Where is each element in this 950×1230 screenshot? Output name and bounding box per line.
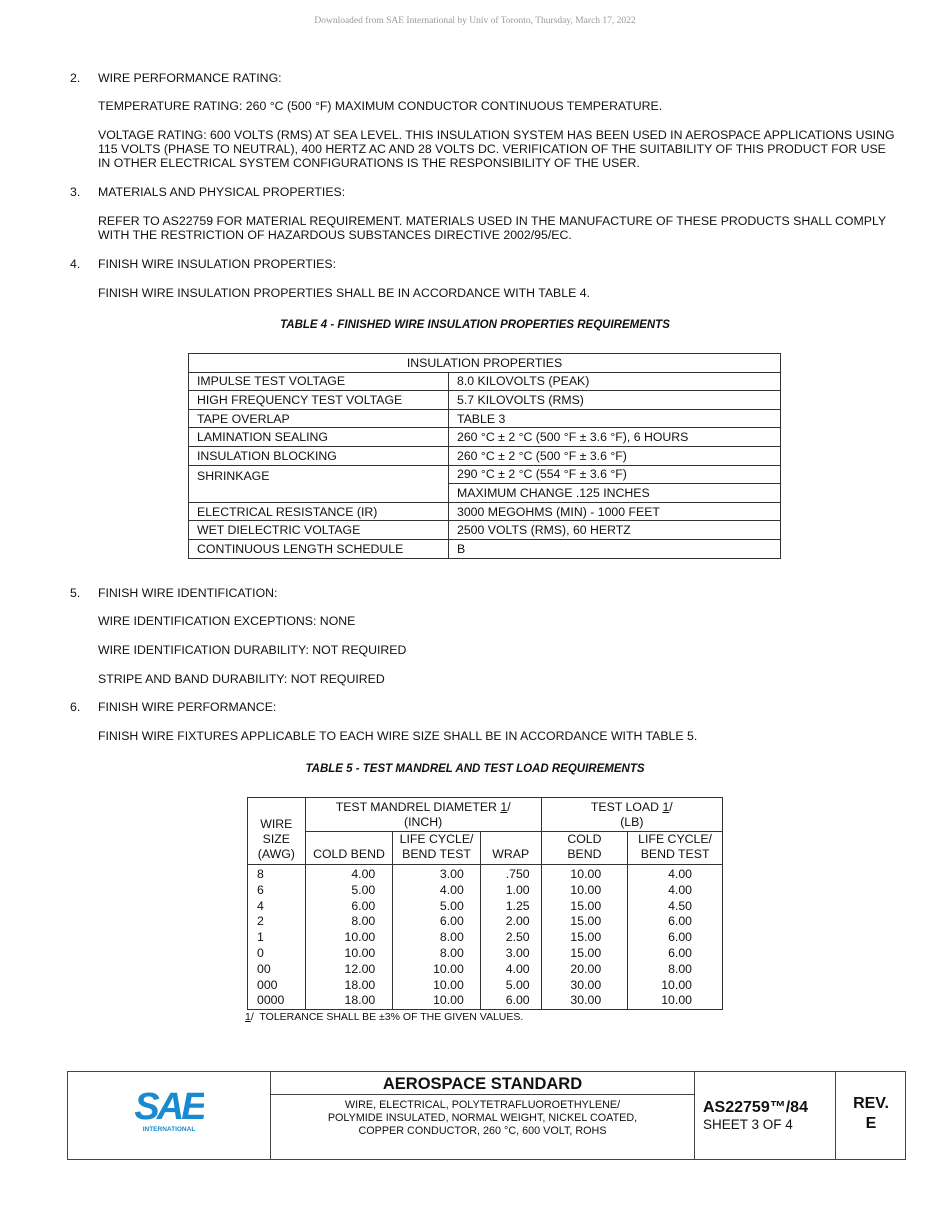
sae-logo — [134, 1086, 204, 1136]
svg-text:SAE: SAE — [134, 1086, 204, 1128]
materials-paragraph: REFER TO AS22759 FOR MATERIAL REQUIREMENT. MATERIALS USED IN THE MANUFACTURE OF THESE PRODUCTS SHALL COMPLY WITH THE RESTRICTION OF HAZARDOUS SUBSTANCES DIRECTIVE 2002/95/EC. — [98, 214, 886, 243]
stripe-durability: STRIPE AND BAND DURABILITY: NOT REQUIRED — [98, 672, 385, 686]
table-row: IMPULSE TEST VOLTAGE 8.0 KILOVOLTS (PEAK) — [189, 372, 781, 391]
voltage-rating: VOLTAGE RATING: 600 VOLTS (RMS) AT SEA LEVEL. THIS INSULATION SYSTEM HAS BEEN USED IN AEROSPACE APPLICATIONS USING 115 VOLTS (PHASE TO NEUTRAL), 400 HERTZ AC AND 28 VOLTS DC. VERIFICATION OF THE SUITABILITY OF THIS PRODUCT FOR USE IN OTHER ELECTRICAL SYSTEM CONFIGURATIONS IS THE RESPONSIBILITY OF THE USER. — [98, 128, 895, 171]
id-durability: WIRE IDENTIFICATION DURABILITY: NOT REQUIRED — [98, 643, 407, 657]
col-load-cold: COLD BEND — [541, 832, 628, 865]
id-exceptions: WIRE IDENTIFICATION EXCEPTIONS: NONE — [98, 614, 356, 628]
svg-text:INTERNATIONAL: INTERNATIONAL — [142, 1126, 196, 1133]
wrap-cells: .750 1.00 1.25 2.00 2.50 3.00 4.00 5.00 6.00 — [480, 865, 541, 1010]
table-row: LAMINATION SEALING 260 °C ± 2 °C (500 °F ± 3.6 °F), 6 HOURS — [189, 428, 781, 447]
sae-logo-icon — [134, 1086, 204, 1136]
document-number: AS22759™/84 — [703, 1099, 808, 1116]
table-row: CONTINUOUS LENGTH SCHEDULE B — [189, 539, 781, 558]
table-row: SHRINKAGE 290 °C ± 2 °C (554 °F ± 3.6 °F) — [189, 465, 781, 484]
table-row: INSULATION BLOCKING 260 °C ± 2 °C (500 °F ± 3.6 °F) — [189, 446, 781, 465]
aerospace-standard-label: AEROSPACE STANDARD — [271, 1072, 694, 1095]
col-cold-bend: COLD BEND — [305, 832, 393, 865]
insulation-paragraph: FINISH WIRE INSULATION PROPERTIES SHALL BE IN ACCORDANCE WITH TABLE 4. — [98, 286, 590, 300]
table-row: HIGH FREQUENCY TEST VOLTAGE 5.7 KILOVOLTS (RMS) — [189, 391, 781, 410]
table4-header: INSULATION PROPERTIES — [189, 354, 781, 373]
section-3-heading: 3. MATERIALS AND PHYSICAL PROPERTIES: — [70, 185, 346, 199]
sheet-number: SHEET 3 OF 4 — [703, 1117, 793, 1132]
table-row: TAPE OVERLAP TABLE 3 — [189, 409, 781, 428]
table-row: MAXIMUM CHANGE .125 INCHES — [189, 484, 781, 503]
life-cycle-cells: 3.00 4.00 5.00 6.00 8.00 8.00 10.00 10.00 10.00 — [393, 865, 481, 1010]
table-row: WET DIELECTRIC VOLTAGE 2500 VOLTS (RMS), 60 HERTZ — [189, 521, 781, 540]
table5 — [247, 797, 723, 1010]
col-mandrel-group: TEST MANDREL DIAMETER 1/ (INCH) — [305, 798, 541, 832]
cold-bend-cells: 4.00 5.00 6.00 8.00 10.00 10.00 12.00 18.00 18.00 — [305, 865, 393, 1010]
fixtures-paragraph: FINISH WIRE FIXTURES APPLICABLE TO EACH WIRE SIZE SHALL BE IN ACCORDANCE WITH TABLE 5. — [98, 729, 698, 743]
table5-title: TABLE 5 - TEST MANDREL AND TEST LOAD REQUIREMENTS — [305, 763, 645, 775]
download-notice: Downloaded from SAE International by Univ of Toronto, Thursday, March 17, 2022 — [314, 16, 636, 26]
col-wrap: WRAP — [480, 832, 541, 865]
section-6-heading: 6. FINISH WIRE PERFORMANCE: — [70, 700, 277, 714]
revision: REV. E — [853, 1095, 889, 1132]
section-2-heading: 2. WIRE PERFORMANCE RATING: — [70, 71, 282, 85]
col-load-life: LIFE CYCLE/ BEND TEST — [628, 832, 723, 865]
table5-footnote: 1/ TOLERANCE SHALL BE ±3% OF THE GIVEN VALUES. — [245, 1011, 524, 1023]
table-row: ELECTRICAL RESISTANCE (IR) 3000 MEGOHMS (MIN) - 1000 FEET — [189, 502, 781, 521]
col-load-group: TEST LOAD 1/ (LB) — [541, 798, 722, 832]
temperature-rating: TEMPERATURE RATING: 260 °C (500 °F) MAXIMUM CONDUCTOR CONTINUOUS TEMPERATURE. — [98, 99, 663, 113]
title-block — [67, 1071, 906, 1160]
col-life-cycle: LIFE CYCLE/ BEND TEST — [393, 832, 481, 865]
size-cells: 8 6 4 2 1 0 00 000 0000 — [248, 865, 306, 1010]
load-life-cells: 4.00 4.00 4.50 6.00 6.00 6.00 8.00 10.00 10.00 — [628, 865, 723, 1010]
table4 — [188, 353, 781, 559]
section-4-heading: 4. FINISH WIRE INSULATION PROPERTIES: — [70, 257, 336, 271]
document-description: WIRE, ELECTRICAL, POLYTETRAFLUOROETHYLENE/ POLYMIDE INSULATED, NORMAL WEIGHT, NICKEL COATED, COPPER CONDUCTOR, 260 °C, 600 VOLT, ROHS — [327, 1099, 638, 1137]
load-cold-cells: 10.00 10.00 15.00 15.00 15.00 15.00 20.00 30.00 30.00 — [541, 865, 628, 1010]
col-wire-size: WIRE SIZE (AWG) — [248, 798, 306, 865]
table4-title: TABLE 4 - FINISHED WIRE INSULATION PROPERTIES REQUIREMENTS — [280, 319, 670, 331]
section-5-heading: 5. FINISH WIRE IDENTIFICATION: — [70, 586, 278, 600]
